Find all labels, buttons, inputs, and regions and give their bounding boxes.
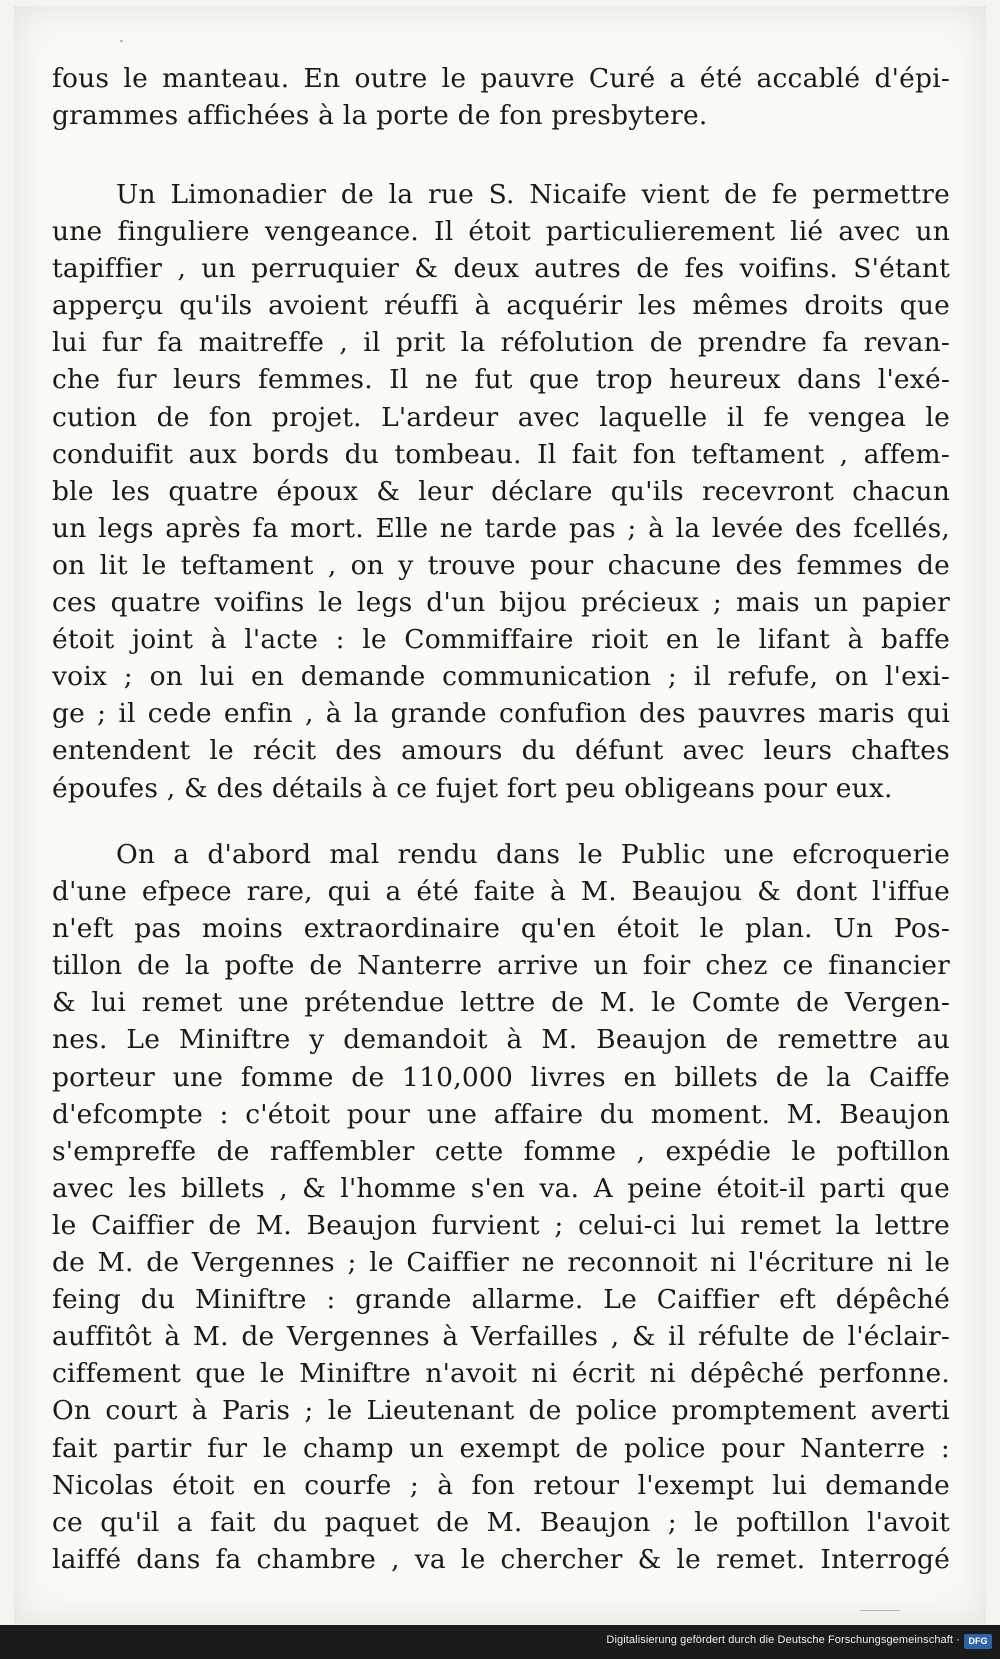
text-line: ge ; il cede enfin , à la grande confufion des pauvres maris qui bbox=[52, 698, 950, 730]
text-line: conduifit aux bords du tombeau. Il fait fon teftament , affem- bbox=[52, 438, 950, 470]
text-line: fous le manteau. En outre le pauvre Curé a été accablé d'épi- bbox=[52, 63, 950, 94]
paragraph-beaujon bbox=[52, 836, 950, 1578]
text-line: tillon de la pofte de Nanterre arrive un foir chez ce financier bbox=[52, 950, 950, 982]
text-line: on lit le teftament , on y trouve pour chacune des femmes de bbox=[52, 549, 950, 581]
text-line: ciffement que le Miniftre n'avoit ni écrit ni dépêché perfonne. bbox=[52, 1358, 950, 1390]
text-line: porteur une fomme de 110,000 livres en billets de la Caiffe bbox=[52, 1061, 950, 1093]
text-line: s'empreffe de raffembler cette fomme , expédie le poftillon bbox=[52, 1135, 950, 1167]
digitization-footer bbox=[0, 1625, 1000, 1659]
text-line: Nicolas étoit en courfe ; à fon retour l'exempt lui demande bbox=[52, 1469, 950, 1501]
text-line: fait partir fur le champ un exempt de police pour Nanterre : bbox=[52, 1432, 950, 1464]
text-line: de M. de Vergennes ; le Caiffier ne reconnoit ni l'écriture ni le bbox=[52, 1247, 950, 1279]
text-line: d'une efpece rare, qui a été faite à M. Beaujou & dont l'iffue bbox=[52, 876, 950, 908]
paragraph-limonadier bbox=[52, 176, 950, 807]
text-line: époufes , & des détails à ce fujet fort peu obligeans pour eux. bbox=[52, 772, 893, 804]
text-line: d'efcompte : c'étoit pour une affaire du moment. M. Beaujon bbox=[52, 1098, 950, 1130]
footer-credit-text: Digitalisierung gefördert durch die Deutsche Forschungsgemeinschaft · bbox=[606, 1634, 960, 1646]
dfg-logo: DFG bbox=[964, 1634, 992, 1649]
text-line: nes. Le Miniftre y demandoit à M. Beaujon de remettre au bbox=[52, 1024, 950, 1056]
text-line: Un Limonadier de la rue S. Nicaife vient de fe permettre bbox=[116, 179, 950, 210]
text-line: grammes affichées à la porte de fon presbytere. bbox=[52, 100, 708, 132]
text-line: auffitôt à M. de Vergennes à Verfailles , & il réfulte de l'éclair- bbox=[52, 1321, 950, 1353]
text-line: n'eft pas moins extraordinaire qu'en étoit le plan. Un Pos- bbox=[52, 913, 950, 945]
text-line: voix ; on lui en demande communication ; il refufe, on l'exi- bbox=[52, 661, 950, 693]
text-line: cution de fon projet. L'ardeur avec laquelle il fe vengea le bbox=[52, 401, 950, 433]
text-line: On a d'abord mal rendu dans le Public une efcroquerie bbox=[116, 839, 950, 870]
text-line: ce qu'il a fait du paquet de M. Beaujon ; le poftillon l'avoit bbox=[52, 1506, 950, 1538]
text-line: tapiffier , un perruquier & deux autres de fes voifins. S'étant bbox=[52, 253, 950, 285]
text-line: entendent le récit des amours du défunt avec leurs chaftes bbox=[52, 735, 950, 767]
text-line: avec les billets , & l'homme s'en va. A peine étoit-il parti que bbox=[52, 1172, 950, 1204]
text-line: & lui remet une prétendue lettre de M. le Comte de Vergen- bbox=[52, 987, 950, 1019]
text-line: étoit joint à l'acte : le Commiffaire rioit en le lifant à baffe bbox=[52, 624, 950, 656]
text-line: laiffé dans fa chambre , va le chercher & le remet. Interrogé bbox=[52, 1543, 950, 1575]
text-line: apperçu qu'ils avoient réuffi à acquérir les mêmes droits que bbox=[52, 290, 950, 322]
text-line: feing du Miniftre : grande allarme. Le Caiffier eft dépêché bbox=[52, 1284, 950, 1316]
scan-speck bbox=[120, 40, 123, 42]
text-line: ble les quatre époux & leur déclare qu'ils recevront chacun bbox=[52, 475, 950, 507]
text-line: un legs après fa mort. Elle ne tarde pas ; à la levée des fcellés, bbox=[52, 512, 950, 544]
text-line: lui fur fa maitreffe , il prit la réfolution de prendre fa revan- bbox=[52, 327, 950, 359]
text-line: che fur leurs femmes. Il ne fut que trop heureux dans l'exé- bbox=[52, 364, 950, 396]
text-line: ces quatre voifins le legs d'un bijou précieux ; mais un papier bbox=[52, 587, 950, 619]
paragraph-continuation bbox=[52, 60, 950, 134]
text-line: le Caiffier de M. Beaujon furvient ; celui-ci lui remet la lettre bbox=[52, 1209, 950, 1241]
text-line: une finguliere vengeance. Il étoit particulierement lié avec un bbox=[52, 216, 950, 248]
text-line: On court à Paris ; le Lieutenant de police promptement averti bbox=[52, 1395, 950, 1427]
scan-speck bbox=[860, 1610, 900, 1611]
